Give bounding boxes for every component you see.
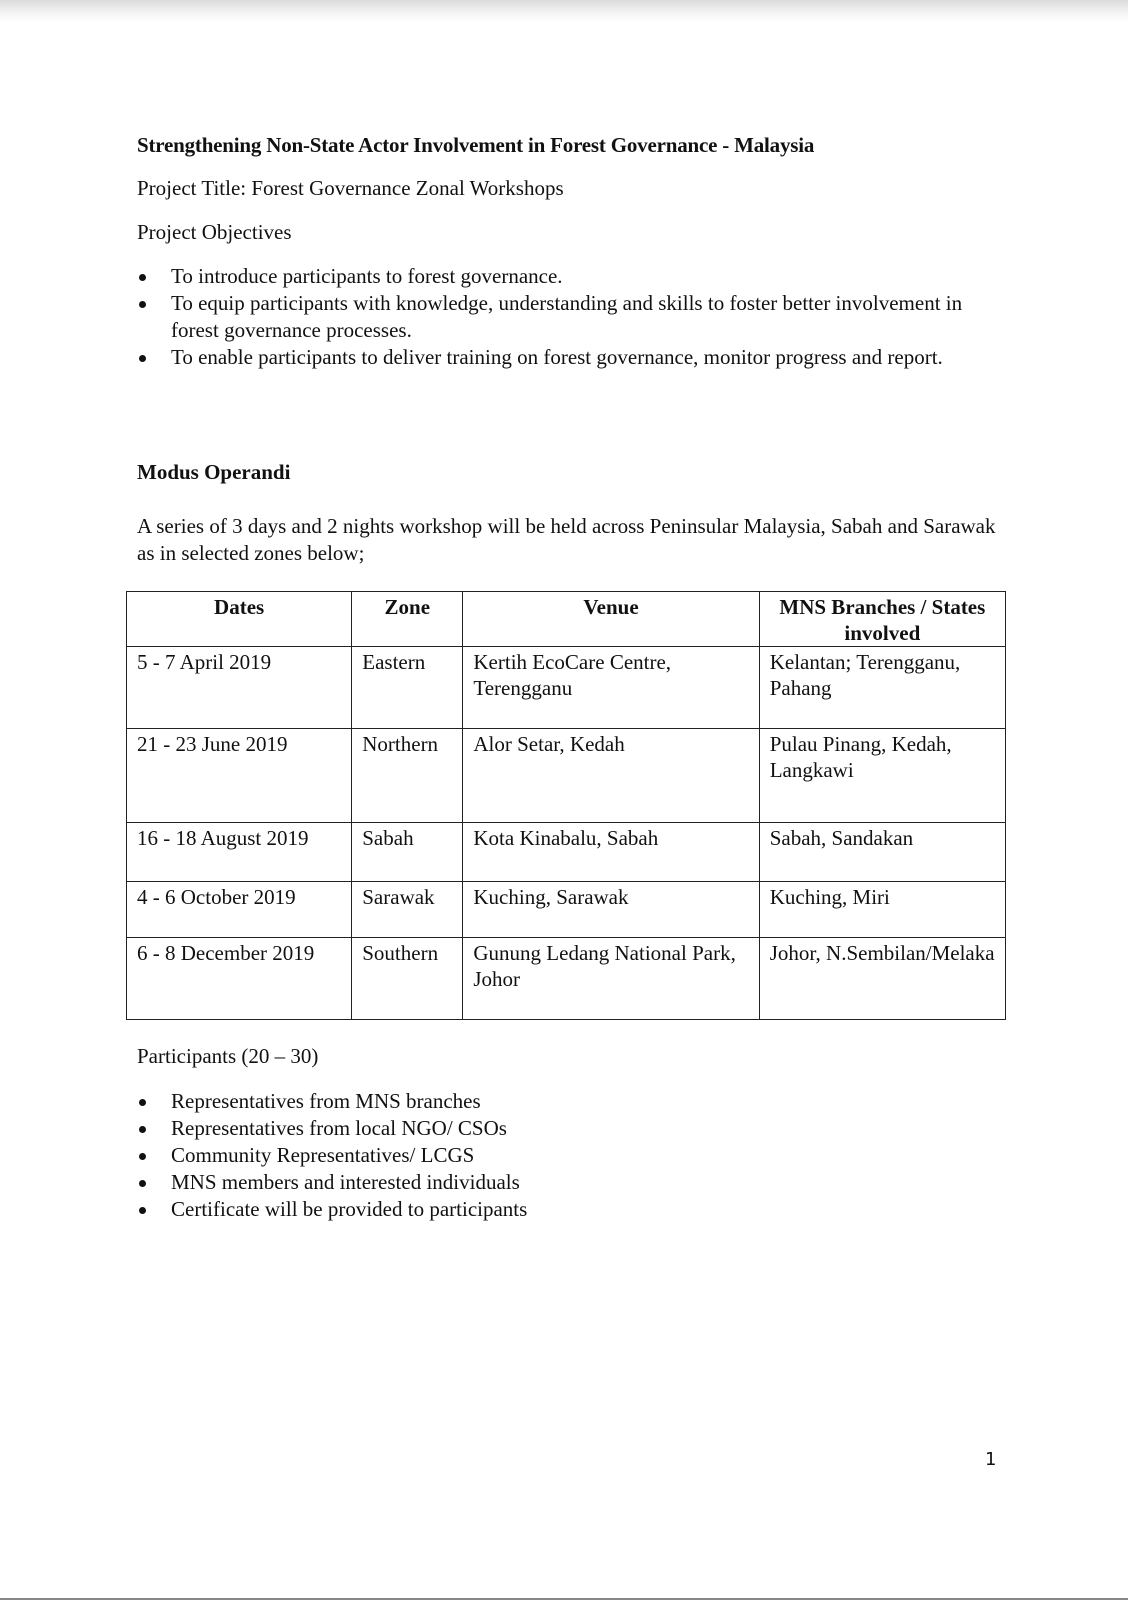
cell-dates: 16 - 18 August 2019 xyxy=(127,823,352,882)
cell-zone: Northern xyxy=(352,729,463,823)
bullet-icon xyxy=(139,1099,146,1106)
cell-zone: Sarawak xyxy=(352,882,463,938)
bullet-icon xyxy=(139,1126,146,1133)
workshop-schedule-table xyxy=(126,591,1006,1020)
bullet-icon xyxy=(139,1207,146,1214)
cell-venue: Kuching, Sarawak xyxy=(463,882,759,938)
objectives-heading: Project Objectives xyxy=(137,220,292,244)
table-row xyxy=(127,938,1006,1020)
table-row xyxy=(127,729,1006,823)
objective-item xyxy=(137,290,987,344)
cell-zone: Southern xyxy=(352,938,463,1020)
objective-item xyxy=(137,263,987,290)
participant-item xyxy=(137,1169,987,1196)
cell-dates: 4 - 6 October 2019 xyxy=(127,882,352,938)
cell-states: Johor, N.Sembilan/Melaka xyxy=(759,938,1005,1020)
cell-venue: Alor Setar, Kedah xyxy=(463,729,759,823)
page-number: 1 xyxy=(985,1449,997,1470)
modus-operandi-heading: Modus Operandi xyxy=(137,460,291,484)
participant-text: Community Representatives/ LCGS xyxy=(171,1143,475,1167)
cell-states: Kuching, Miri xyxy=(759,882,1005,938)
cell-states: Kelantan; Terengganu, Pahang xyxy=(759,647,1005,729)
cell-dates: 21 - 23 June 2019 xyxy=(127,729,352,823)
bullet-icon xyxy=(139,301,146,308)
bullet-icon xyxy=(139,1180,146,1187)
cell-dates: 6 - 8 December 2019 xyxy=(127,938,352,1020)
cell-venue: Kertih EcoCare Centre, Terengganu xyxy=(463,647,759,729)
table-row xyxy=(127,823,1006,882)
header-venue: Venue xyxy=(463,592,759,647)
objectives-list xyxy=(137,263,987,371)
participant-item xyxy=(137,1088,987,1115)
document-title: Strengthening Non-State Actor Involvement in Forest Governance - Malaysia xyxy=(137,133,815,157)
participant-item xyxy=(137,1115,987,1142)
table-row xyxy=(127,882,1006,938)
participant-text: Representatives from MNS branches xyxy=(171,1089,481,1113)
modus-operandi-paragraph: A series of 3 days and 2 nights workshop will be held across Peninsular Malaysia, Sabah and Sarawak as in selected zones below; xyxy=(137,514,996,565)
table-header-row xyxy=(127,592,1006,647)
objective-item xyxy=(137,344,987,371)
participants-heading: Participants (20 – 30) xyxy=(137,1044,319,1068)
project-title: Project Title: Forest Governance Zonal Workshops xyxy=(137,176,564,200)
header-zone: Zone xyxy=(352,592,463,647)
objective-text: To enable participants to deliver training on forest governance, monitor progress and report. xyxy=(171,345,943,369)
participant-text: MNS members and interested individuals xyxy=(171,1170,520,1194)
participant-item xyxy=(137,1142,987,1169)
cell-venue: Kota Kinabalu, Sabah xyxy=(463,823,759,882)
bullet-icon xyxy=(139,274,146,281)
cell-states: Pulau Pinang, Kedah, Langkawi xyxy=(759,729,1005,823)
cell-zone: Sabah xyxy=(352,823,463,882)
bullet-icon xyxy=(139,355,146,362)
cell-dates: 5 - 7 April 2019 xyxy=(127,647,352,729)
participants-list xyxy=(137,1088,987,1223)
cell-states: Sabah, Sandakan xyxy=(759,823,1005,882)
cell-venue: Gunung Ledang National Park, Johor xyxy=(463,938,759,1020)
header-states: MNS Branches / States involved xyxy=(759,592,1005,647)
participant-item xyxy=(137,1196,987,1223)
header-dates: Dates xyxy=(127,592,352,647)
objective-text: To equip participants with knowledge, understanding and skills to foster better involvement in forest governance processes. xyxy=(171,291,963,342)
table-row xyxy=(127,647,1006,729)
cell-zone: Eastern xyxy=(352,647,463,729)
bullet-icon xyxy=(139,1153,146,1160)
participant-text: Representatives from local NGO/ CSOs xyxy=(171,1116,507,1140)
participant-text: Certificate will be provided to participants xyxy=(171,1197,528,1221)
objective-text: To introduce participants to forest governance. xyxy=(171,264,563,288)
